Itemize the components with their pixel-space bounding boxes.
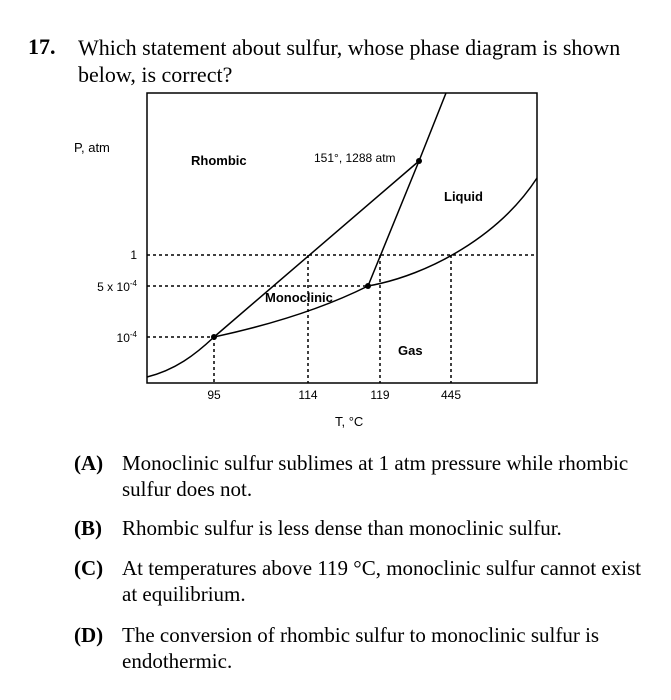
x-axis-label: T, °C (335, 414, 364, 429)
rhombic-liquid-line (419, 93, 446, 161)
choice-letter: (B) (74, 516, 102, 540)
region-liquid: Liquid (444, 189, 483, 204)
region-rhombic: Rhombic (191, 153, 247, 168)
monoclinic-liquid-line (368, 161, 419, 286)
y-axis-label: P, atm (74, 140, 110, 155)
rhombic-gas-curve (147, 337, 214, 377)
question-text: Which statement about sulfur, whose phase diagram is shown below, is correct? (78, 35, 621, 87)
triple-point-151 (416, 158, 422, 164)
choice-text: The conversion of rhombic sulfur to monoclinic sulfur is endothermic. (122, 623, 600, 673)
choice-letter: (A) (74, 451, 104, 475)
x-tick-114: 114 (298, 388, 318, 402)
x-tick-445: 445 (440, 388, 462, 402)
y-tick-5e-4: 5 x $10^{-4}$ (97, 279, 137, 294)
triple-point-119 (365, 283, 371, 289)
region-gas: Gas (398, 343, 423, 358)
guide-lines (147, 255, 537, 383)
x-tick-119: 119 (370, 388, 390, 402)
choice-letter: (C) (74, 556, 104, 580)
question-number: 17. (28, 34, 56, 59)
phase-boundaries (147, 93, 537, 377)
y-tick-1e-4: $10^{-4}$ (116, 330, 137, 345)
y-tick-1: 1 (130, 248, 137, 262)
rhombic-monoclinic-line (214, 161, 419, 337)
region-monoclinic: Monoclinic (265, 290, 333, 305)
choice-text: Rhombic sulfur is less dense than monoclinic sulfur. (122, 516, 562, 540)
choice-letter: (D) (74, 623, 104, 647)
choice-text: Monoclinic sulfur sublimes at 1 atm pressure while rhombic sulfur does not. (122, 451, 629, 501)
choice-text: At temperatures above 119 °C, monoclinic sulfur cannot exist at equilibrium. (122, 556, 642, 606)
x-tick-95: 95 (207, 388, 221, 402)
triple-point-label: 151°, 1288 atm (314, 151, 396, 165)
triple-point-95 (211, 334, 217, 340)
